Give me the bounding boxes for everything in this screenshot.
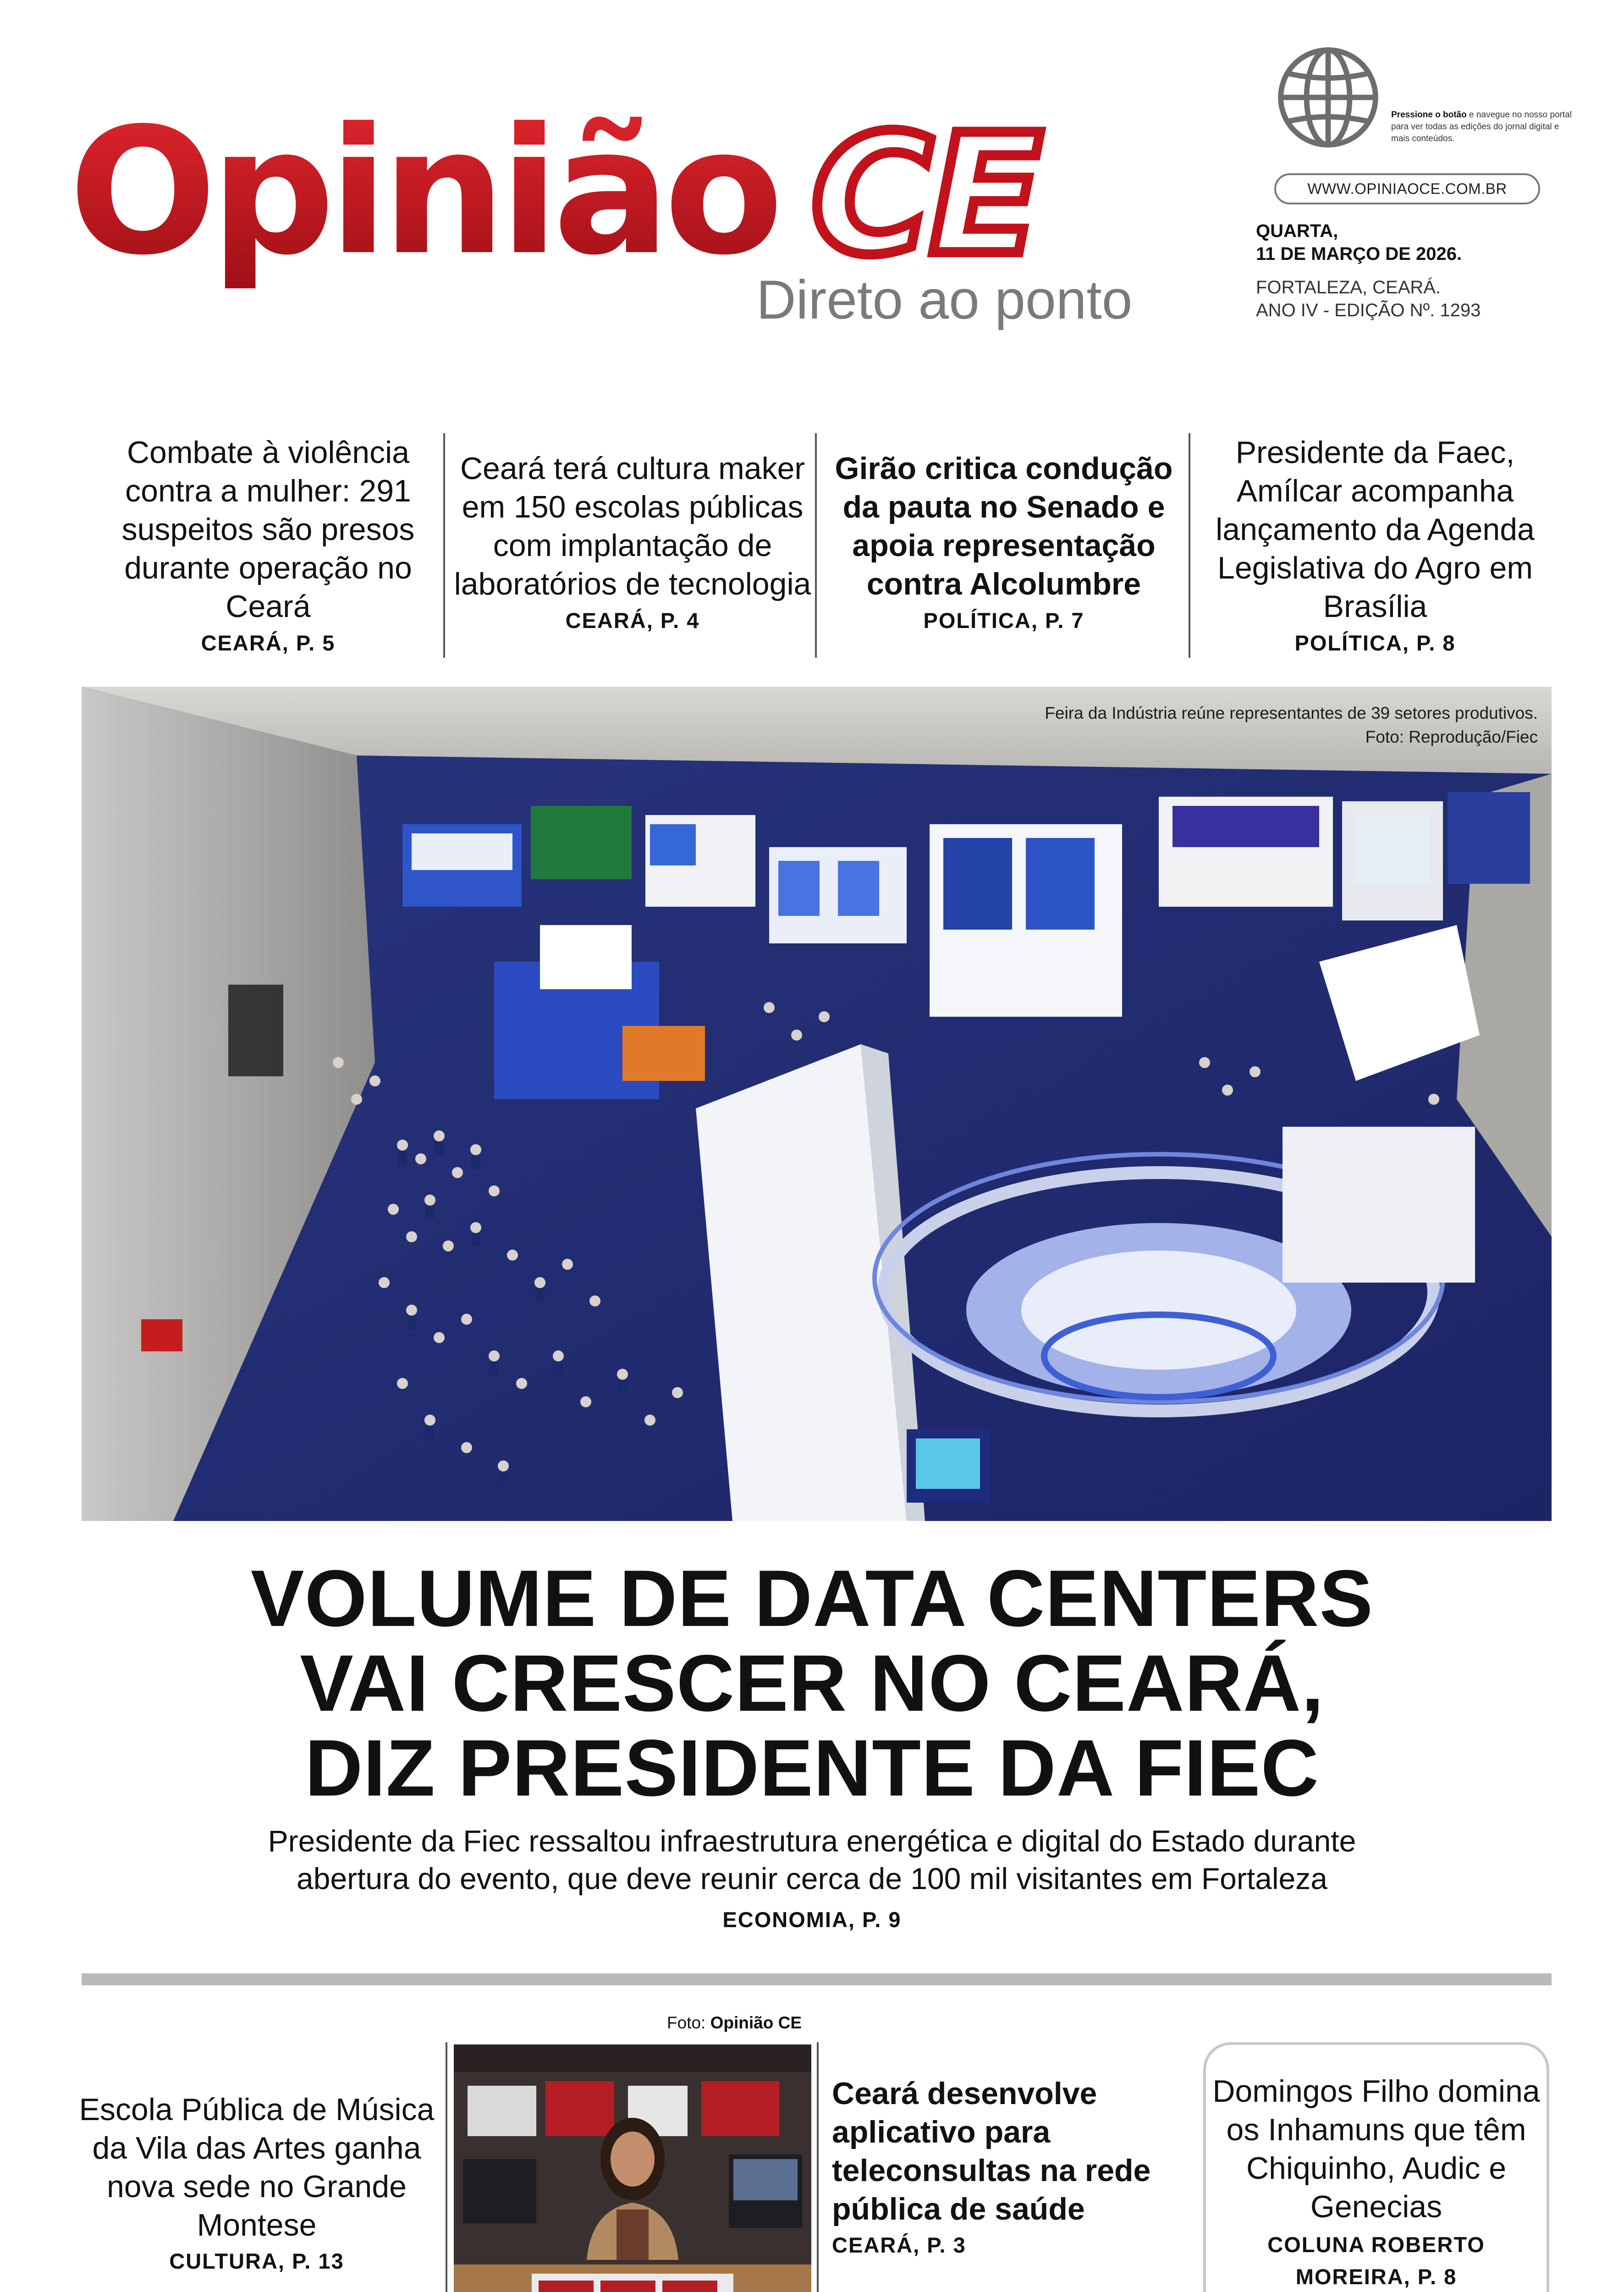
photo-caption: Feira da Indústria reúne representantes de 39 setores produtivos. [1045,704,1538,722]
date: 11 DE MARÇO DE 2026. [1256,244,1462,264]
site-link[interactable]: WWW.OPINIAOCE.COM.BR [1274,173,1540,204]
story-headline: Ceará desenvolve aplicativo para teleconsultas na rede pública de saúde [832,2076,1151,2226]
photo-credit-label: Foto: [667,2013,710,2032]
main-headline[interactable] [0,1556,1624,1811]
portal-note [1391,109,1574,145]
story-headline: Domingos Filho domina os Inhamuns que têm Chiquinho, Audic e Genecias [1212,2074,1540,2224]
bottom-story-1[interactable] [78,2090,435,2275]
photo-credit: Foto: Reprodução/Fiec [1365,727,1538,746]
teaser-1[interactable] [92,433,445,655]
teaser-2[interactable] [451,449,814,642]
column-divider [1189,433,1190,658]
edition-number: ANO IV - EDIÇÃO Nº. 1293 [1256,300,1481,320]
main-sub-line: abertura do evento, que deve reunir cerca de 100 mil visitantes em Fortaleza [297,1862,1327,1895]
teaser-3[interactable] [825,449,1183,642]
teaser-headline: Girão critica condução da pauta no Senado e apoia representação contra Alcolumbre [835,451,1173,601]
main-sub-line: Presidente da Fiec ressaltou infraestrutura energética e digital do Estado durante [268,1824,1356,1858]
story-section-line2: MOREIRA, P. 8 [1295,2264,1457,2289]
main-subheadline [0,1822,1624,1897]
logo-mark: CE [811,99,1040,291]
date-weekday: QUARTA, [1256,221,1338,241]
main-photo [82,687,1552,1521]
column-divider [815,433,817,658]
bottom-story-3[interactable] [1208,2072,1545,2292]
teaser-section: POLÍTICA, P. 8 [1294,631,1456,655]
column-divider [446,2042,447,2292]
story-section: CULTURA, P. 13 [169,2249,344,2273]
bottom-story-2[interactable] [832,2074,1153,2259]
newsroom-illustration [454,2044,811,2292]
teaser-4[interactable] [1196,433,1554,655]
main-section: ECONOMIA, P. 9 [722,1907,902,1932]
section-rule [82,1973,1552,1985]
newsroom-photo [454,2044,811,2292]
portal-note-text: e navegue no nosso portal para ver todas as edições do jornal digital e mais conteúdos. [1391,110,1572,143]
column-divider [817,2042,819,2292]
teaser-headline: Presidente da Faec, Amílcar acompanha lançamento da Agenda Legislativa do Agro em Brasília [1216,435,1535,624]
masthead-tagline: Direto ao ponto [756,269,1133,331]
photo-credit [667,2013,802,2033]
teaser-headline: Combate à violência contra a mulher: 291 suspeitos são presos durante operação no Ceará [121,435,415,624]
teaser-section: POLÍTICA, P. 7 [923,608,1085,633]
column-divider [443,433,445,658]
main-headline-line: VOLUME DE DATA CENTERS [250,1554,1374,1643]
city: FORTALEZA, CEARÁ. [1256,277,1441,298]
story-headline: Escola Pública de Música da Vila das Artes ganha nova sede no Grande Montese [79,2092,435,2242]
story-section-line1: COLUNA ROBERTO [1267,2232,1485,2257]
main-headline-line: DIZ PRESIDENTE DA FIEC [305,1724,1319,1813]
photo-credit-name: Opinião CE [710,2013,802,2032]
teaser-section: CEARÁ, P. 5 [201,631,336,655]
expo-hall-illustration [82,687,1552,1521]
story-section: CEARÁ, P. 3 [832,2233,966,2257]
portal-note-bold: Pressione o botão [1391,110,1467,120]
globe-icon[interactable] [1274,44,1382,151]
logo-word: Opinião [69,90,777,293]
main-headline-line: VAI CRESCER NO CEARÁ, [300,1639,1324,1728]
teaser-section: CEARÁ, P. 4 [565,608,700,633]
teaser-headline: Ceará terá cultura maker em 150 escolas públicas com implantação de laboratórios de tecnologia [454,451,811,601]
